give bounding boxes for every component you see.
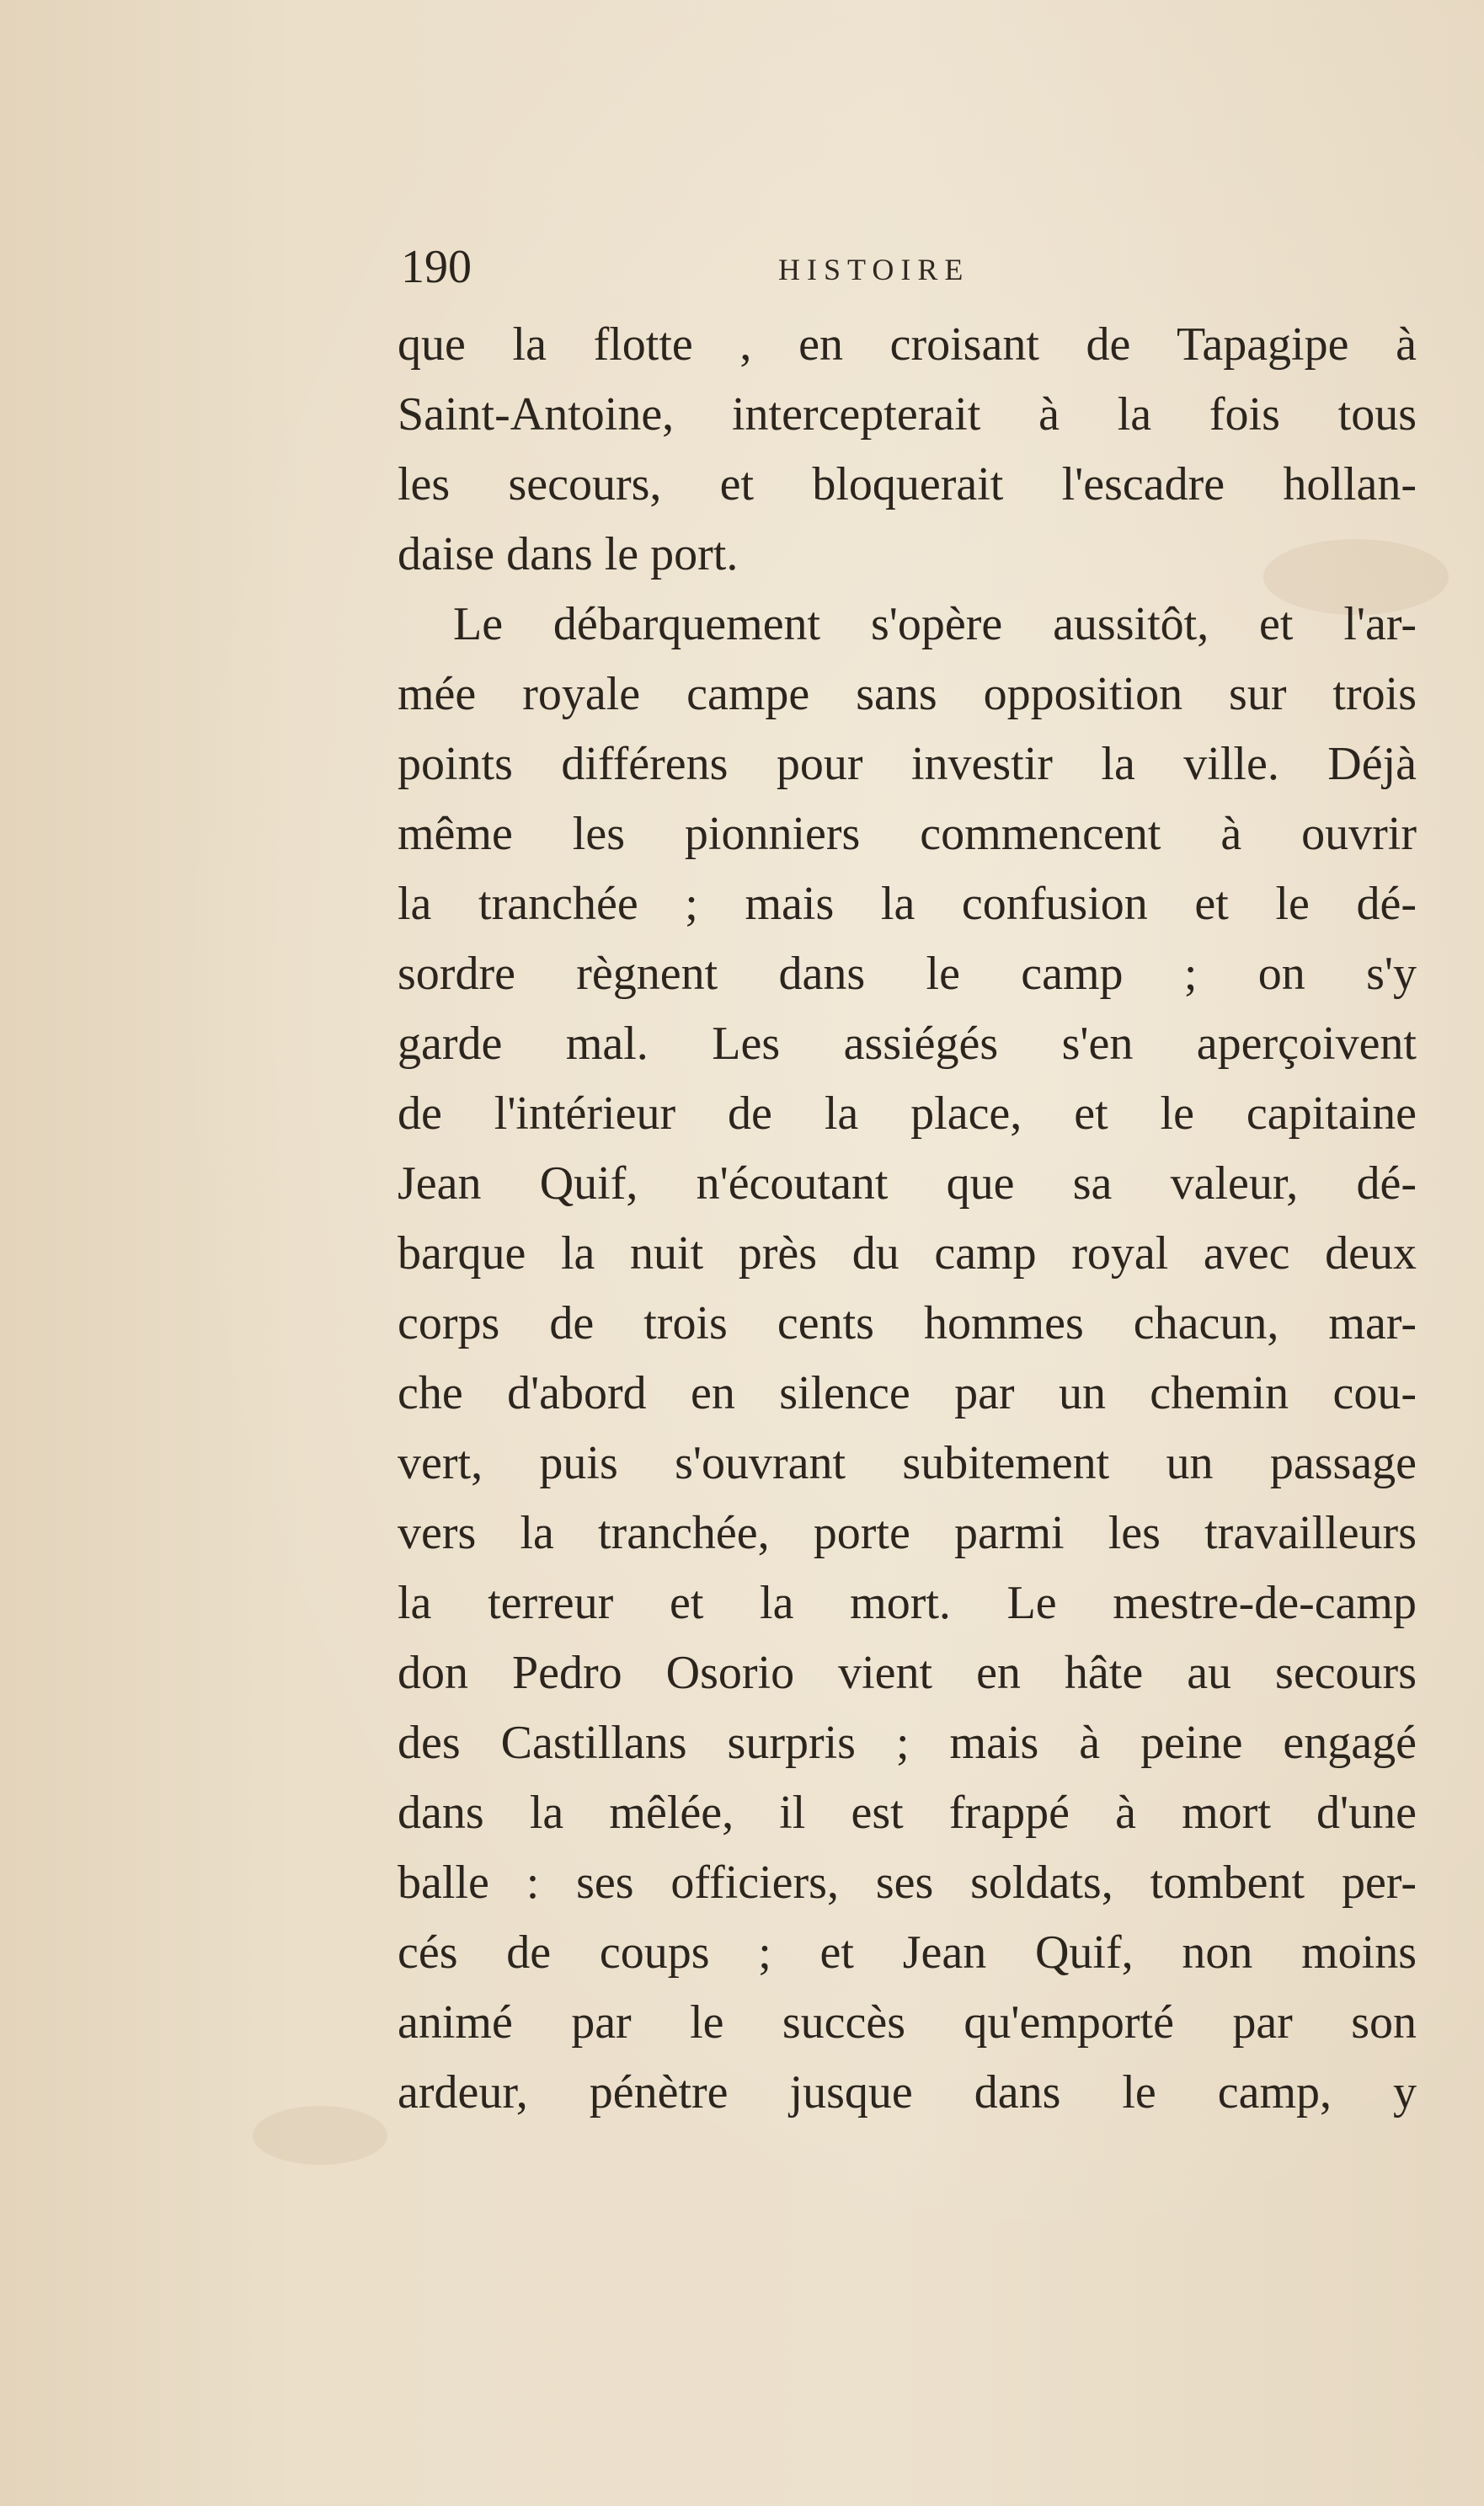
text-line: points différens pour investir la ville. Déjà <box>398 738 1417 790</box>
text-line: garde mal. Les assiégés s'en aperçoivent <box>398 1018 1417 1070</box>
text-line: la tranchée ; mais la confusion et le dé- <box>398 878 1417 930</box>
text-line: balle : ses officiers, ses soldats, tombent per- <box>398 1857 1417 1909</box>
text-line: la terreur et la mort. Le mestre-de-camp <box>398 1577 1417 1629</box>
text-line: barque la nuit près du camp royal avec deux <box>398 1227 1417 1280</box>
text-line: animé par le succès qu'emporté par son <box>398 1996 1417 2049</box>
text-line: sordre règnent dans le camp ; on s'y <box>398 948 1417 1000</box>
text-line: don Pedro Osorio vient en hâte au secours <box>398 1647 1417 1699</box>
text-line: ardeur, pénètre jusque dans le camp, y <box>398 2066 1417 2119</box>
text-line: des Castillans surpris ; mais à peine engagé <box>398 1717 1417 1769</box>
foxing-stain <box>253 2106 387 2165</box>
text-line: che d'abord en silence par un chemin cou- <box>398 1367 1417 1419</box>
running-head: HISTOIRE <box>778 253 970 286</box>
paragraph-first-line: Le débarquement s'opère aussitôt, et l'ar- <box>453 598 1417 650</box>
text-line: mée royale campe sans opposition sur trois <box>398 668 1417 720</box>
text-line: vert, puis s'ouvrant subitement un passage <box>398 1437 1417 1489</box>
page-header <box>401 240 1412 299</box>
text-line: même les pionniers commencent à ouvrir <box>398 808 1417 860</box>
text-line: les secours, et bloquerait l'escadre hollan- <box>398 458 1417 510</box>
text-line: vers la tranchée, porte parmi les travailleurs <box>398 1507 1417 1559</box>
page-number: 190 <box>401 241 472 293</box>
text-line: Jean Quif, n'écoutant que sa valeur, dé- <box>398 1157 1417 1210</box>
text-line: de l'intérieur de la place, et le capitaine <box>398 1087 1417 1140</box>
body-text <box>398 310 1417 2128</box>
text-line: cés de coups ; et Jean Quif, non moins <box>398 1926 1417 1979</box>
text-line: dans la mêlée, il est frappé à mort d'une <box>398 1787 1417 1839</box>
text-line: daise dans le port. <box>398 528 739 580</box>
text-line: corps de trois cents hommes chacun, mar- <box>398 1297 1417 1349</box>
text-line: que la flotte , en croisant de Tapagipe à <box>398 318 1417 371</box>
text-line: Saint-Antoine, intercepterait à la fois tous <box>398 388 1417 441</box>
